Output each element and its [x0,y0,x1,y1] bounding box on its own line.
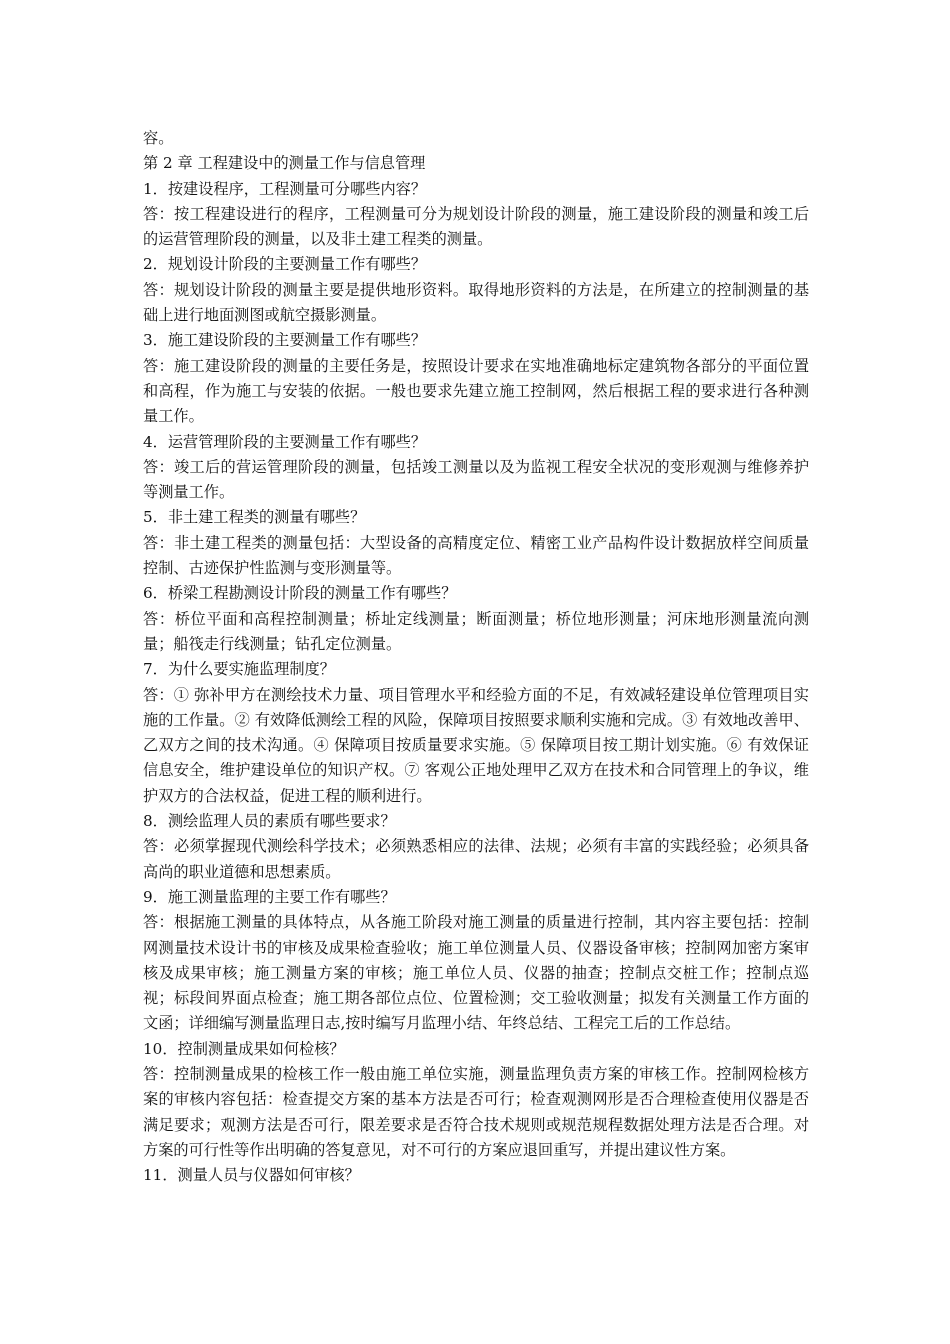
answer-2: 答：规划设计阶段的测量主要是提供地形资料。取得地形资料的方法是，在所建立的控制测量的基础上进行地面测图或航空摄影测量。 [143,280,809,325]
question-2: 2．规划设计阶段的主要测量工作有哪些？ [143,255,427,274]
question-10: 10．控制测量成果如何检核？ [143,1039,345,1058]
answer-5: 答：非土建工程类的测量包括：大型设备的高精度定位、精密工业产品构件设计数据放样空间质量控制、古迹保护性监测与变形测量等。 [143,533,809,578]
answer-4: 答：竣工后的营运管理阶段的测量，包括竣工测量以及为监视工程安全状况的变形观测与维修养护等测量工作。 [143,457,809,502]
question-3: 3．施工建设阶段的主要测量工作有哪些？ [143,331,427,350]
question-4: 4．运营管理阶段的主要测量工作有哪些？ [143,432,427,451]
question-1: 1．按建设程序，工程测量可分哪些内容？ [143,179,427,198]
question-9: 9．施工测量监理的主要工作有哪些？ [143,887,396,906]
answer-6: 答：桥位平面和高程控制测量；桥址定线测量；断面测量；桥位地形测量；河床地形测量流向测量；船筏走行线测量；钻孔定位测量。 [143,609,809,653]
answer-7: 答：① 弥补甲方在测绘技术力量、项目管理水平和经验方面的不足，有效减轻建设单位管理项目实施的工作量。② 有效降低测绘工程的风险，保障项目按照要求顺利实施和完成。③ 有效地改善甲、乙双方之间的技术沟通。④ 保障项目按质量要求实施。⑤ 保障项目按工期计划实施。⑥ 有效保证信息安全，维护建设单位的知识产权。⑦ 客观公正地处理甲乙双方在技术和合同管理上的争议，维护双方的合法权益，促进工程的顺利进行。 [143,685,809,805]
question-6: 6．桥梁工程勘测设计阶段的测量工作有哪些？ [143,584,457,603]
answer-8: 答：必须掌握现代测绘科学技术；必须熟悉相应的法律、法规；必须有丰富的实践经验；必须具备高尚的职业道德和思想素质。 [143,837,809,881]
question-7: 7．为什么要实施监理制度？ [143,660,335,679]
chapter-title: 第 2 章 工程建设中的测量工作与信息管理 [143,154,426,173]
answer-1: 答：按工程建设进行的程序，工程测量可分为规划设计阶段的测量，施工建设阶段的测量和竣工后的运营管理阶段的测量，以及非土建工程类的测量。 [143,204,809,249]
question-5: 5．非土建工程类的测量有哪些？ [143,508,366,527]
answer-9: 答：根据施工测量的具体特点，从各施工阶段对施工测量的质量进行控制，其内容主要包括：控制网测量技术设计书的审核及成果检查验收；施工单位测量人员、仪器设备审核；控制网加密方案审核及成果审核；施工测量方案的审核；施工单位人员、仪器的抽查；控制点交桩工作；控制点巡视；标段间界面点检查；施工期各部位点位、位置检测；交工验收测量；拟发有关测量工作方面的文函；详细编写测量监理日志,按时编写月监理小结、年终总结、工程完工后的工作总结。 [143,913,809,1033]
question-11: 11．测量人员与仪器如何审核？ [143,1166,360,1185]
answer-3: 答：施工建设阶段的测量的主要任务是，按照设计要求在实地准确地标定建筑物各部分的平面位置和高程，作为施工与安装的依据。一般也要求先建立施工控制网，然后根据工程的要求进行各种测量工作。 [143,356,809,426]
document-page [143,126,809,1188]
answer-10: 答：控制测量成果的检核工作一般由施工单位实施，测量监理负责方案的审核工作。控制网检核方案的审核内容包括：检查提交方案的基本方法是否可行；检查观测网形是否合理检查使用仪器是否满足要求；观测方法是否可行，限差要求是否符合技术规则或规范规程数据处理方法是否合理。对方案的可行性等作出明确的答复意见，对不可行的方案应退回重写，并提出建议性方案。 [143,1064,809,1159]
question-8: 8．测绘监理人员的素质有哪些要求？ [143,812,396,831]
continuation-text: 容。 [143,129,174,147]
